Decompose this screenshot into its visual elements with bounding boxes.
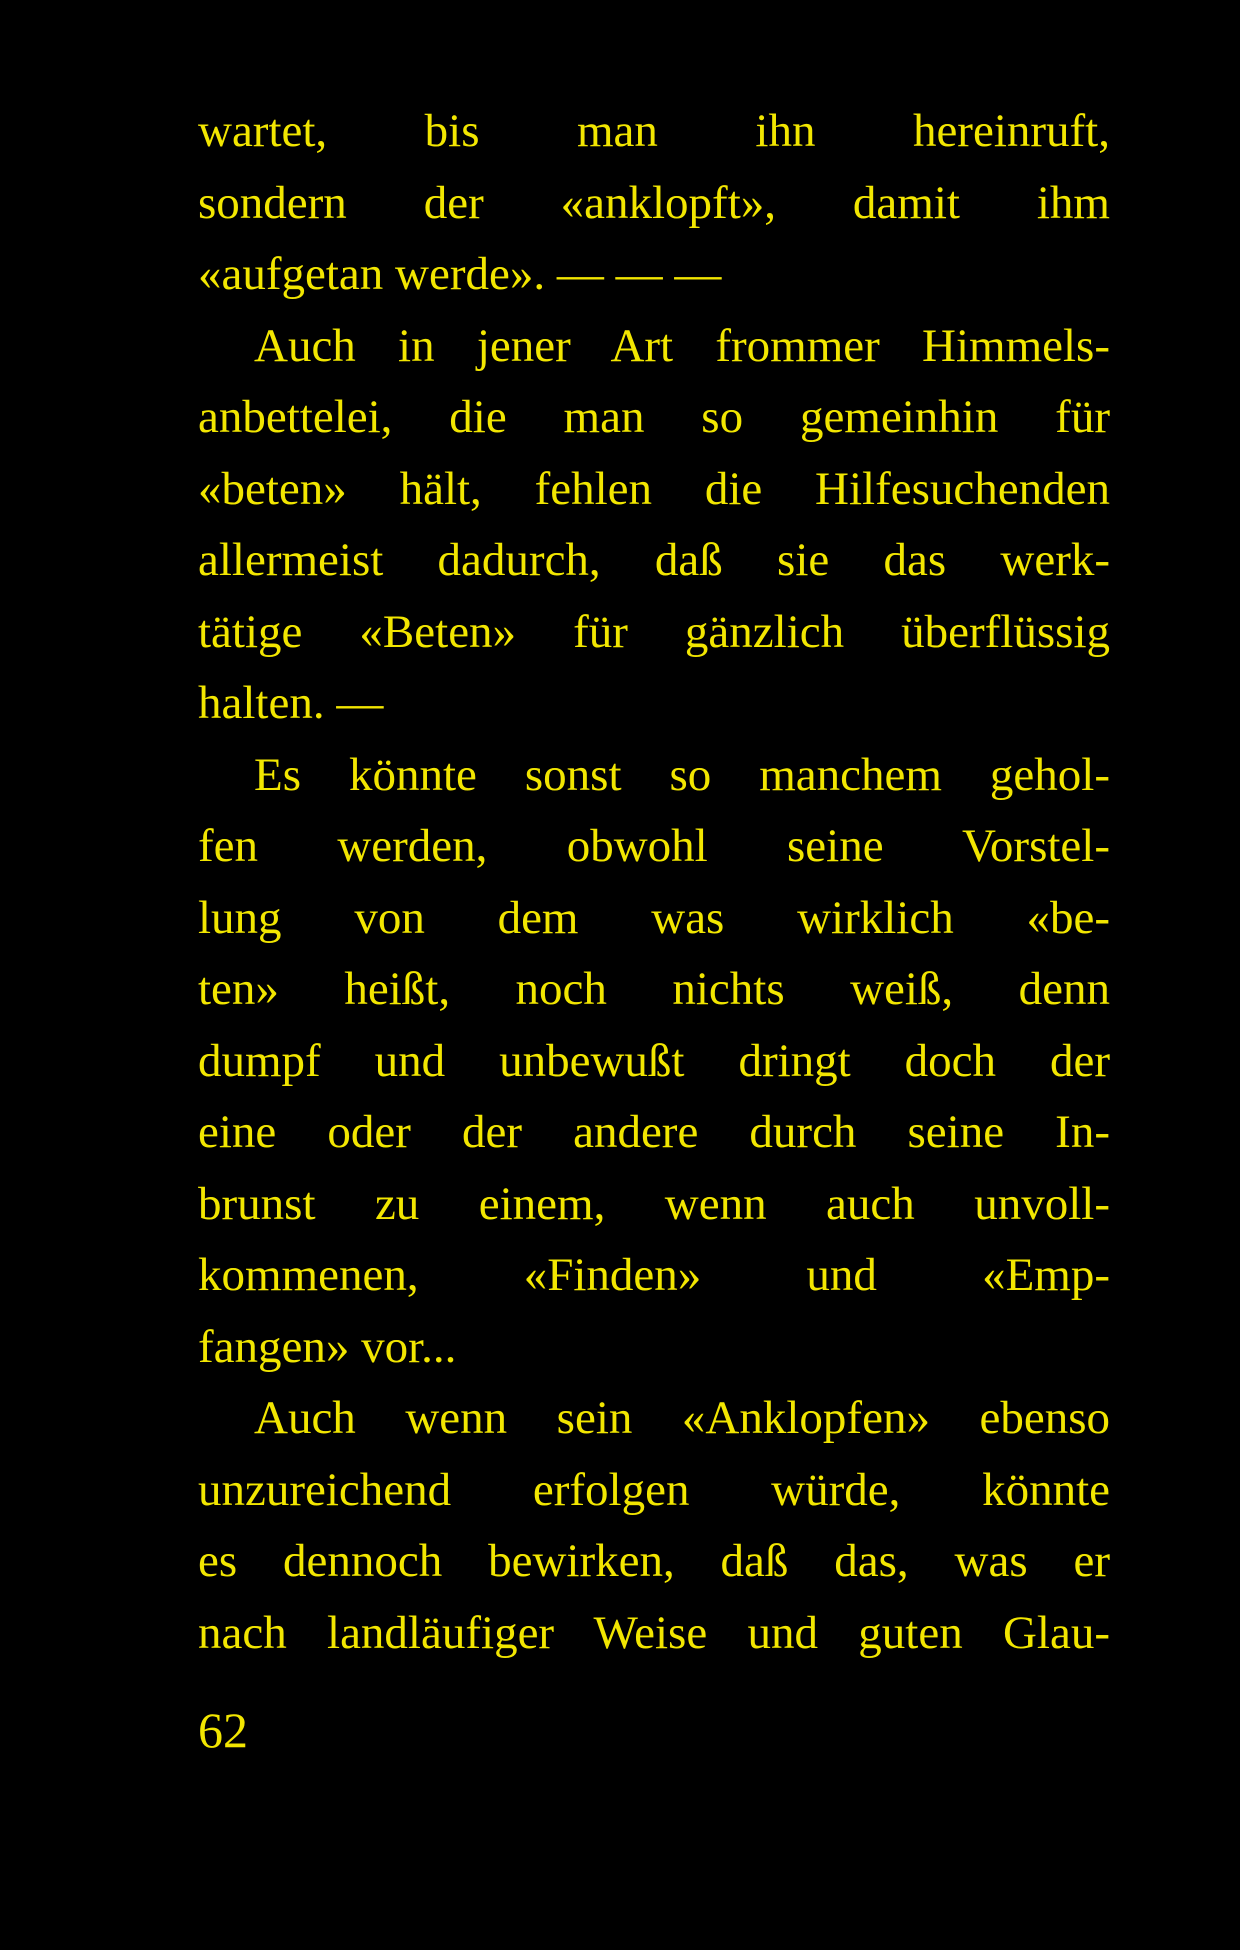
text-line: ten» heißt, noch nichts weiß, denn xyxy=(198,963,1110,1015)
text-line: «aufgetan werde». — — — xyxy=(198,248,722,300)
text-line: anbettelei, die man so gemeinhin für xyxy=(198,391,1110,443)
text-line: fen werden, obwohl seine Vorstel- xyxy=(198,820,1110,872)
text-line: sondern der «anklopft», damit ihm xyxy=(198,176,1110,229)
paragraph xyxy=(198,1383,1110,1669)
page-number: 62 xyxy=(198,1702,248,1758)
text-line: halten. — xyxy=(198,677,384,729)
text-line: kommenen, «Finden» und «Emp- xyxy=(198,1249,1110,1301)
text-line: dumpf und unbewußt dringt doch der xyxy=(198,1034,1110,1087)
page-body-text xyxy=(198,96,1110,1669)
text-line: Es könnte sonst so manchem gehol- xyxy=(254,748,1110,801)
text-line: brunst zu einem, wenn auch unvoll- xyxy=(198,1177,1110,1230)
paragraph xyxy=(198,311,1110,740)
text-line: wartet, bis man ihn hereinruft, xyxy=(198,105,1110,157)
text-line: eine oder der andere durch seine In- xyxy=(198,1106,1110,1158)
text-line: unzureichend erfolgen würde, könnte xyxy=(198,1463,1110,1516)
text-line: tätige «Beten» für gänzlich überflüssig xyxy=(198,605,1110,658)
text-line: lung von dem was wirklich «be- xyxy=(198,891,1110,944)
text-line: nach landläufiger Weise und guten Glau- xyxy=(198,1606,1110,1659)
text-line: Auch wenn sein «Anklopfen» ebenso xyxy=(254,1392,1110,1444)
text-line: allermeist dadurch, daß sie das werk- xyxy=(198,534,1110,586)
text-line: fangen» vor... xyxy=(198,1320,457,1373)
text-line: «beten» hält, fehlen die Hilfesuchenden xyxy=(198,462,1110,515)
paragraph xyxy=(198,740,1110,1384)
text-line: Auch in jener Art frommer Himmels- xyxy=(254,319,1110,372)
text-line: es dennoch bewirken, daß das, was er xyxy=(198,1535,1110,1587)
paragraph xyxy=(198,96,1110,311)
